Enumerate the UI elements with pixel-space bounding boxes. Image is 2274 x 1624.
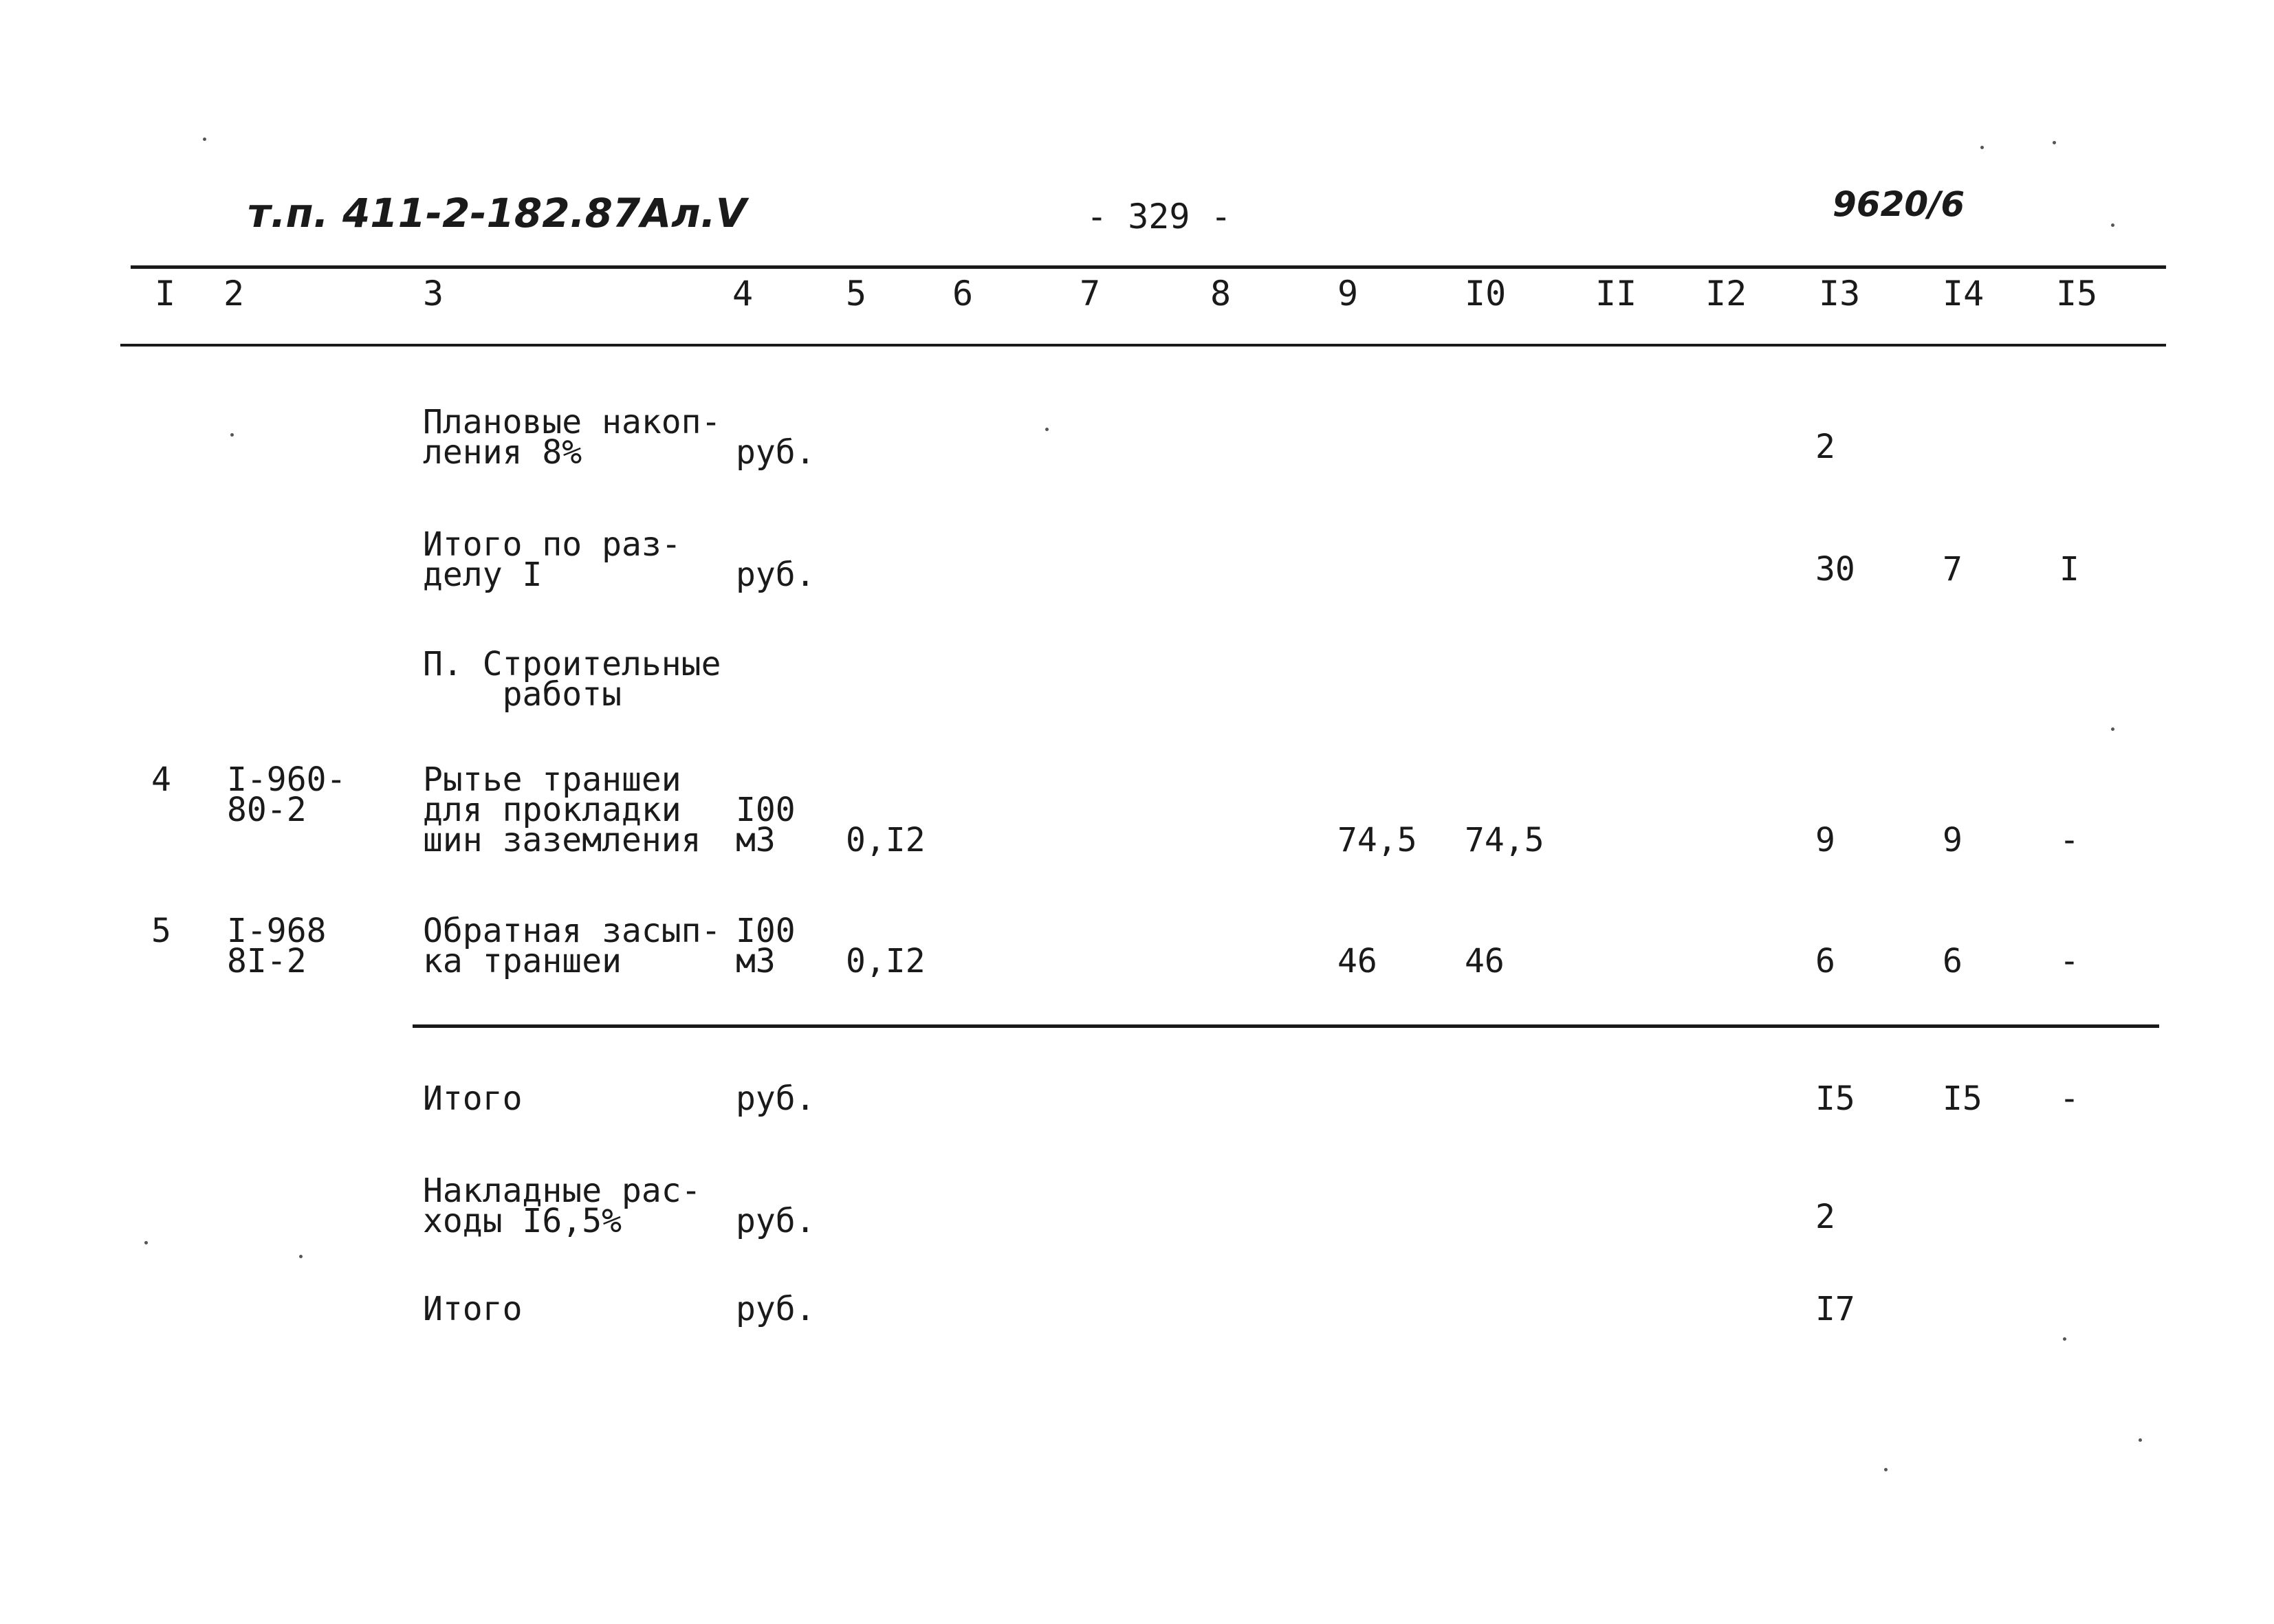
- cell-col9: 46: [1337, 942, 1377, 980]
- item-number: 4: [151, 760, 171, 799]
- column-header: 5: [846, 274, 867, 314]
- scan-speck: [1045, 428, 1049, 431]
- cell-col13: 6: [1815, 942, 1835, 980]
- scan-speck: [2063, 1337, 2066, 1341]
- cell-col14: 6: [1943, 942, 1963, 980]
- column-header: 8: [1210, 274, 1232, 314]
- cell-col13: 9: [1815, 821, 1835, 859]
- page-number: - 329 -: [1086, 197, 1232, 237]
- item-name: Рытье траншеи для прокладки шин заземления: [423, 760, 701, 859]
- scan-speck: [1980, 146, 1984, 149]
- cell-col13: 2: [1815, 428, 1835, 466]
- column-header: 9: [1337, 274, 1359, 314]
- item-code: I-968 8I-2: [227, 912, 327, 980]
- cell-col10: 46: [1465, 942, 1505, 980]
- cell-col14: I5: [1943, 1079, 1982, 1118]
- cell-col15: -: [2059, 821, 2079, 859]
- scan-speck: [2111, 223, 2114, 227]
- item-quantity: 0,I2: [846, 821, 926, 859]
- column-header: 2: [223, 274, 245, 314]
- scan-speck: [2111, 727, 2114, 731]
- table-top-rule: [131, 265, 2166, 269]
- column-header: I4: [1943, 274, 1985, 314]
- column-header: I3: [1819, 274, 1861, 314]
- section-total-rule: [413, 1024, 2159, 1028]
- scan-speck: [203, 138, 206, 141]
- column-header: I2: [1705, 274, 1747, 314]
- cell-col13: 2: [1815, 1198, 1835, 1236]
- cell-col15: -: [2059, 942, 2079, 980]
- scan-speck: [144, 1241, 148, 1244]
- item-name: Итого по раз- делу I: [423, 525, 681, 594]
- item-name: Плановые накоп- ления 8%: [423, 403, 721, 472]
- item-unit: руб.: [736, 556, 816, 594]
- cell-col14: 7: [1943, 550, 1963, 589]
- item-name: Итого: [423, 1079, 523, 1118]
- column-header: I: [155, 274, 176, 314]
- scan-speck: [299, 1255, 303, 1258]
- scan-speck: [2139, 1438, 2142, 1442]
- item-unit: руб.: [736, 433, 816, 472]
- cell-col15: -: [2059, 1079, 2079, 1118]
- column-header: 7: [1080, 274, 1101, 314]
- column-header: 6: [952, 274, 974, 314]
- cell-col13: 30: [1815, 550, 1855, 589]
- item-name: Обратная засып- ка траншеи: [423, 912, 721, 980]
- item-unit: руб.: [736, 1079, 816, 1118]
- item-code: I-960- 80-2: [227, 760, 347, 829]
- cell-col10: 74,5: [1465, 821, 1544, 859]
- column-header: I0: [1465, 274, 1507, 314]
- scan-speck: [230, 433, 234, 437]
- item-number: 5: [151, 912, 171, 950]
- document-code: т.п. 411-2-182.87Ал.V: [248, 190, 747, 237]
- sheet-reference: 9620/6: [1833, 184, 1965, 224]
- item-unit: I00 м3: [736, 912, 796, 980]
- column-header: 4: [732, 274, 754, 314]
- scan-speck: [2053, 141, 2056, 144]
- scan-speck: [1884, 1468, 1888, 1471]
- header-bottom-rule: [120, 344, 2166, 347]
- item-unit: руб.: [736, 1290, 816, 1328]
- item-name: Накладные рас- ходы I6,5%: [423, 1172, 701, 1240]
- item-unit: руб.: [736, 1202, 816, 1240]
- item-unit: I00 м3: [736, 791, 796, 859]
- section-heading: П. Строительные работы: [423, 645, 721, 714]
- column-header: 3: [423, 274, 444, 314]
- cell-col9: 74,5: [1337, 821, 1417, 859]
- column-header: I5: [2056, 274, 2098, 314]
- cell-col13: I7: [1815, 1290, 1855, 1328]
- cell-col15: I: [2059, 550, 2079, 589]
- column-header: II: [1595, 274, 1637, 314]
- item-quantity: 0,I2: [846, 942, 926, 980]
- item-name: Итого: [423, 1290, 523, 1328]
- cell-col13: I5: [1815, 1079, 1855, 1118]
- cell-col14: 9: [1943, 821, 1963, 859]
